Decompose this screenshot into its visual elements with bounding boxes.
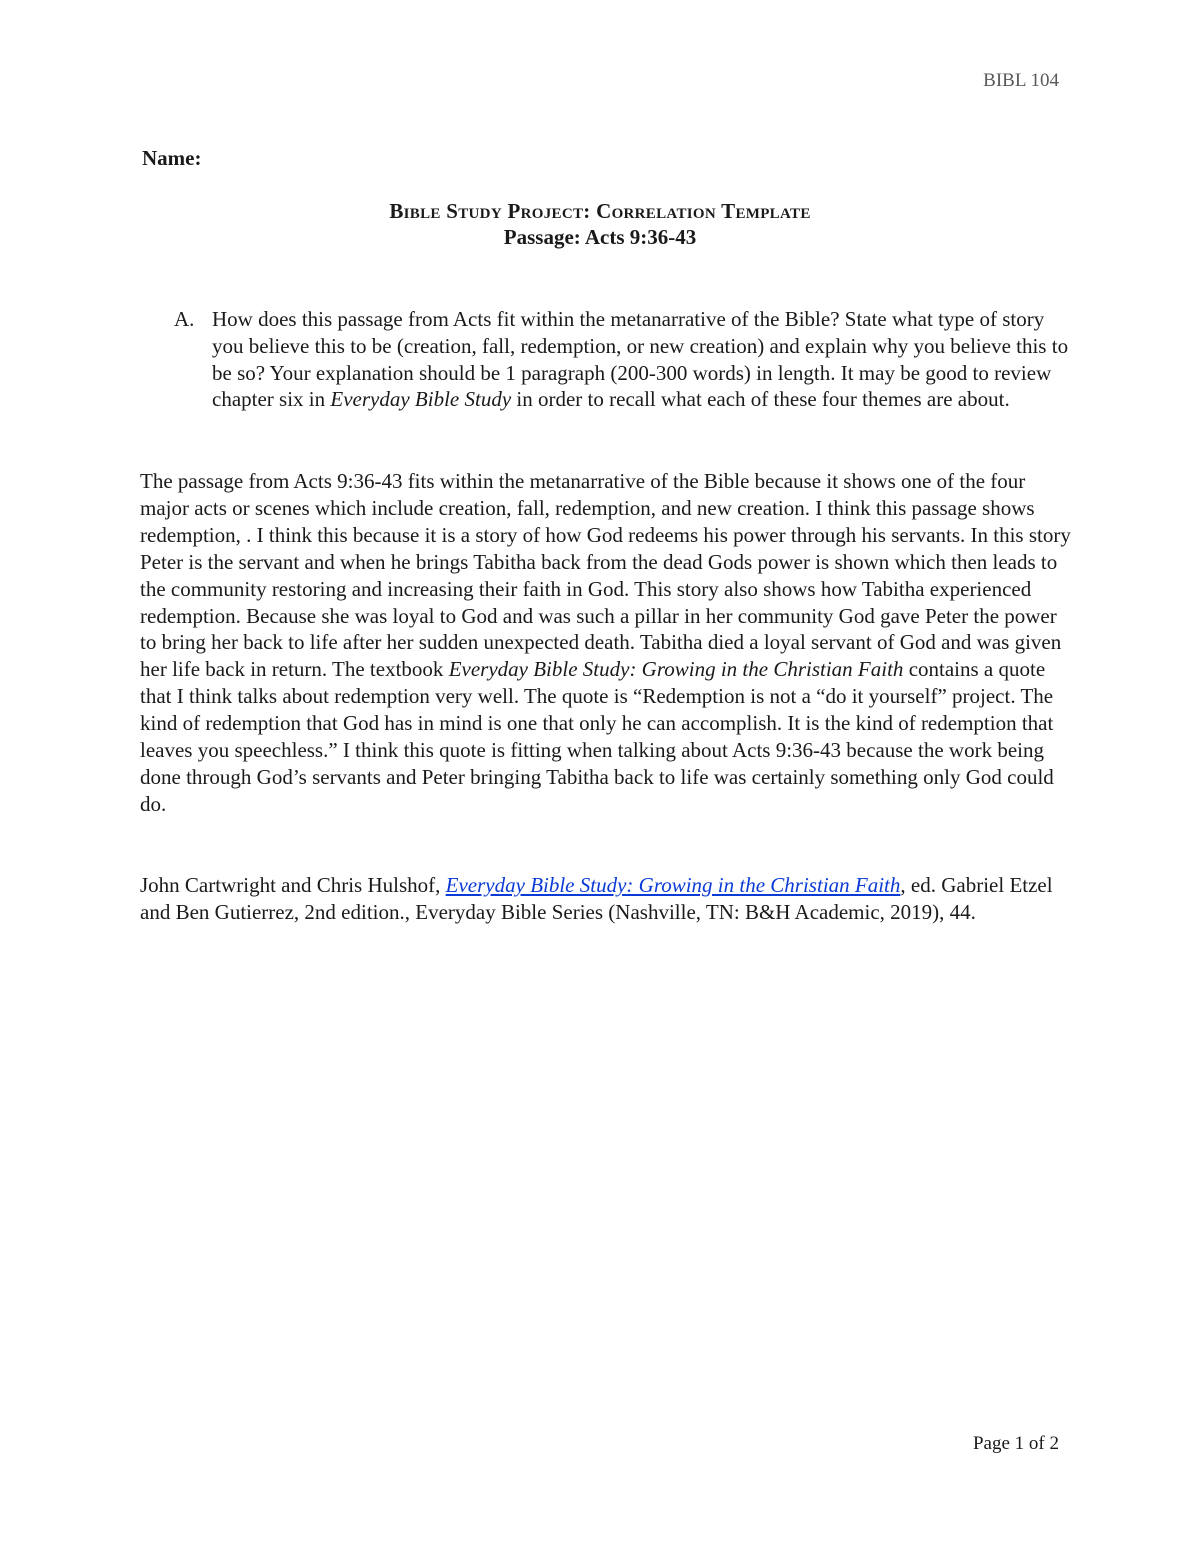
answer-book-title: Everyday Bible Study: Growing in the Christian Faith [448,657,904,682]
citation-rest: , ed. Gabriel Etzel and Ben Gutierrez, 2nd edition., Everyday Bible Series (Nashville, TN: B&H Academic, 2019), 44. [140,873,1053,924]
question-text-part2: in order to recall what each of these four themes are about. [511,387,1010,412]
citation-authors: John Cartwright and Chris Hulshof, [140,873,446,897]
question-a [174,306,1074,413]
answer-part1: The passage from Acts 9:36-43 fits within the metanarrative of the Bible because it shows one of the four major acts or scenes which include creation, fall, redemption, and new creation. I think this passage shows redemption, . I think this because it is a story of how God redeems his power through his servants. In this story Peter is the servant and when he brings Tabitha back from the dead Gods power is shown which then leads to the community restoring and increasing their faith in God. This story also shows how Tabitha experienced redemption. Because she was loyal to God and was such a pillar in her community God gave Peter the power to bring her back to life after her sudden unexpected death. Tabitha died a loyal servant of God and was given her life back in return. The textbook [140,469,1071,682]
answer-part2: contains a quote that I think talks about redemption very well. The quote is “Redemption is not a “do it yourself” project. The kind of redemption that God has in mind is one that only he can accomplish. It is the kind of redemption that leaves you speechless.” I think this quote is fitting when talking about Acts 9:36-43 because the work being done through God’s servants and Peter bringing Tabitha back to life was certainly something only God could do. [140,657,1054,816]
title-block [0,198,1200,250]
question-marker: A. [174,307,195,331]
course-header: BIBL 104 [983,70,1059,91]
document-title: Bible Study Project: Correlation Template [389,199,811,223]
answer-paragraph [140,468,1075,818]
page-number: Page 1 of 2 [972,1433,1059,1454]
citation-paragraph [140,872,1075,926]
passage-subtitle: Passage: Acts 9:36-43 [503,225,697,249]
question-book-title: Everyday Bible Study [330,387,512,412]
name-label: Name: [142,146,202,170]
citation-book-link[interactable]: Everyday Bible Study: Growing in the Christian Faith [445,873,901,897]
question-text [212,306,1074,413]
question-text-part1: How does this passage from Acts fit within the metanarrative of the Bible? State what type of story you believe this to be (creation, fall, redemption, or new creation) and explain why you believe this to be so? Your explanation should be 1 paragraph (200-300 words) in length. It may be good to review chapter six in [212,307,1069,412]
